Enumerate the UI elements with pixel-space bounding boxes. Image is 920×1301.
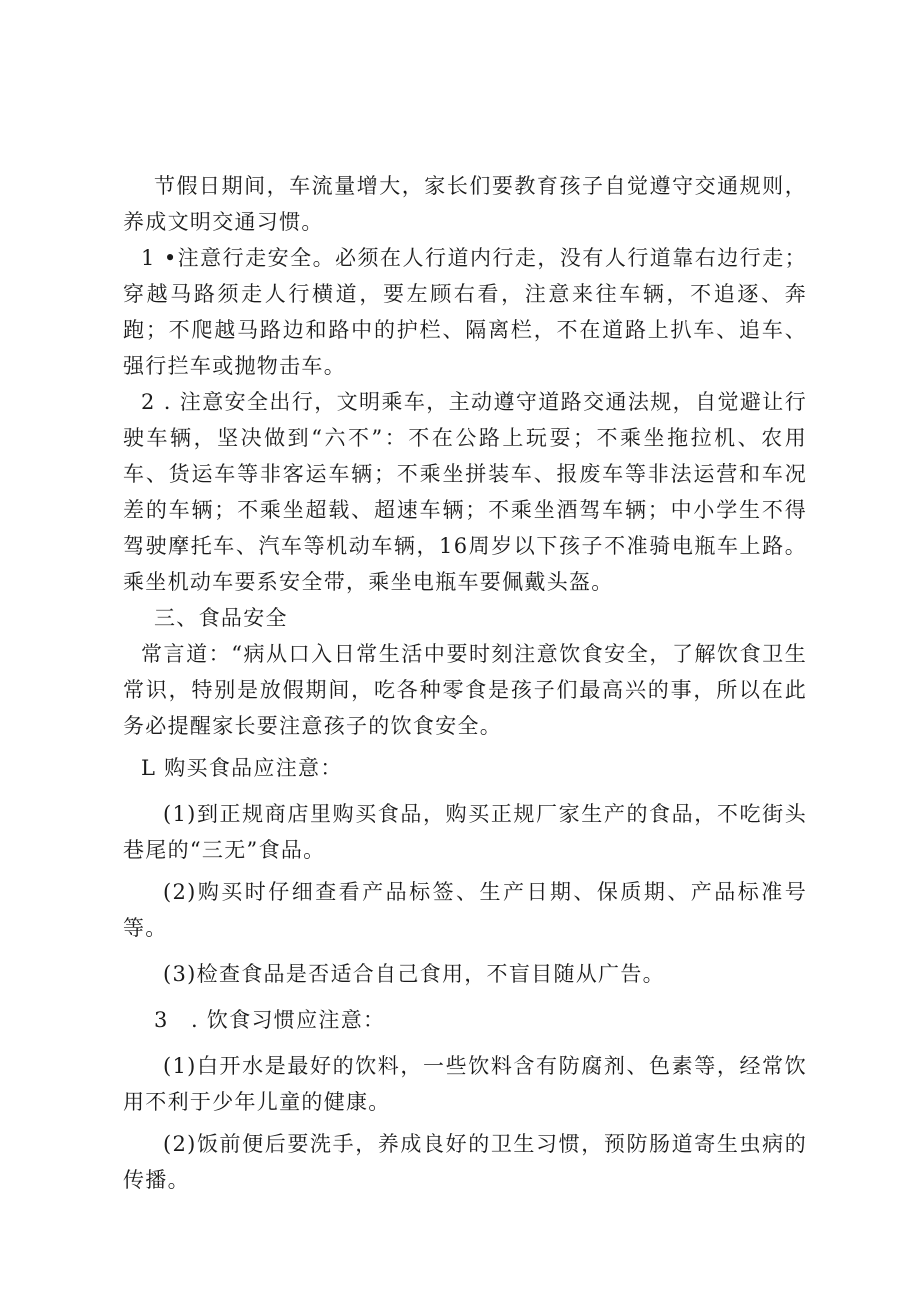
paragraph-traffic-intro: 节假日期间，车流量增大，家长们要教育孩子自觉遵守交通规则，养成文明交通习惯。 bbox=[123, 174, 807, 234]
list-item-habit-1: (1)白开水是最好的饮料，一些饮料含有防腐剂、色素等，经常饮用不利于少年儿童的健康。 bbox=[123, 1054, 807, 1114]
section-heading-food-safety: 三、食品安全 bbox=[154, 606, 288, 630]
list-item-buy-3: (3)检查食品是否适合自己食用，不盲目随从广告。 bbox=[163, 962, 665, 986]
list-item-habit-2: (2)饭前便后要洗手，养成良好的卫生习惯，预防肠道寄生虫病的传播。 bbox=[123, 1132, 807, 1192]
paragraph-walking-safety: 1 •注意行走安全。必须在人行道内行走，没有人行道靠右边行走；穿越马路须走人行横道，要左顾右看，注意来往车辆，不追逐、奔跑；不爬越马路边和路中的护栏、隔离栏，不在道路上扒车、追车、强行拦车或抛物击车。 bbox=[123, 246, 807, 378]
paragraph-food-intro: 常言道：“病从口入日常生活中要时刻注意饮食安全，了解饮食卫生常识，特别是放假期间，吃各种零食是孩子们最高兴的事，所以在此务必提醒家长要注意孩子的饮食安全。 bbox=[123, 642, 807, 738]
list-item-buy-1: (1)到正规商店里购买食品，购买正规厂家生产的食品，不吃街头巷尾的“三无”食品。 bbox=[123, 802, 807, 862]
subheading-buying-food: L 购买食品应注意： bbox=[141, 756, 343, 780]
document-body bbox=[123, 168, 807, 1198]
subheading-eating-habits: 3 . 饮食习惯应注意： bbox=[154, 1008, 386, 1032]
paragraph-travel-safety: 2 . 注意安全出行，文明乘车，主动遵守道路交通法规，自觉避让行驶车辆，坚决做到“六不”：不在公路上玩耍；不乘坐拖拉机、农用车、货运车等非客运车辆；不乘坐拼装车、报废车等非法运营和车况差的车辆；不乘坐超载、超速车辆；不乘坐酒驾车辆；中小学生不得驾驶摩托车、汽车等机动车辆，16周岁以下孩子不准骑电瓶车上路。乘坐机动车要系安全带，乘坐电瓶车要佩戴头盔。 bbox=[123, 390, 807, 594]
list-item-buy-2: (2)购买时仔细查看产品标签、生产日期、保质期、产品标准号等。 bbox=[123, 880, 807, 940]
